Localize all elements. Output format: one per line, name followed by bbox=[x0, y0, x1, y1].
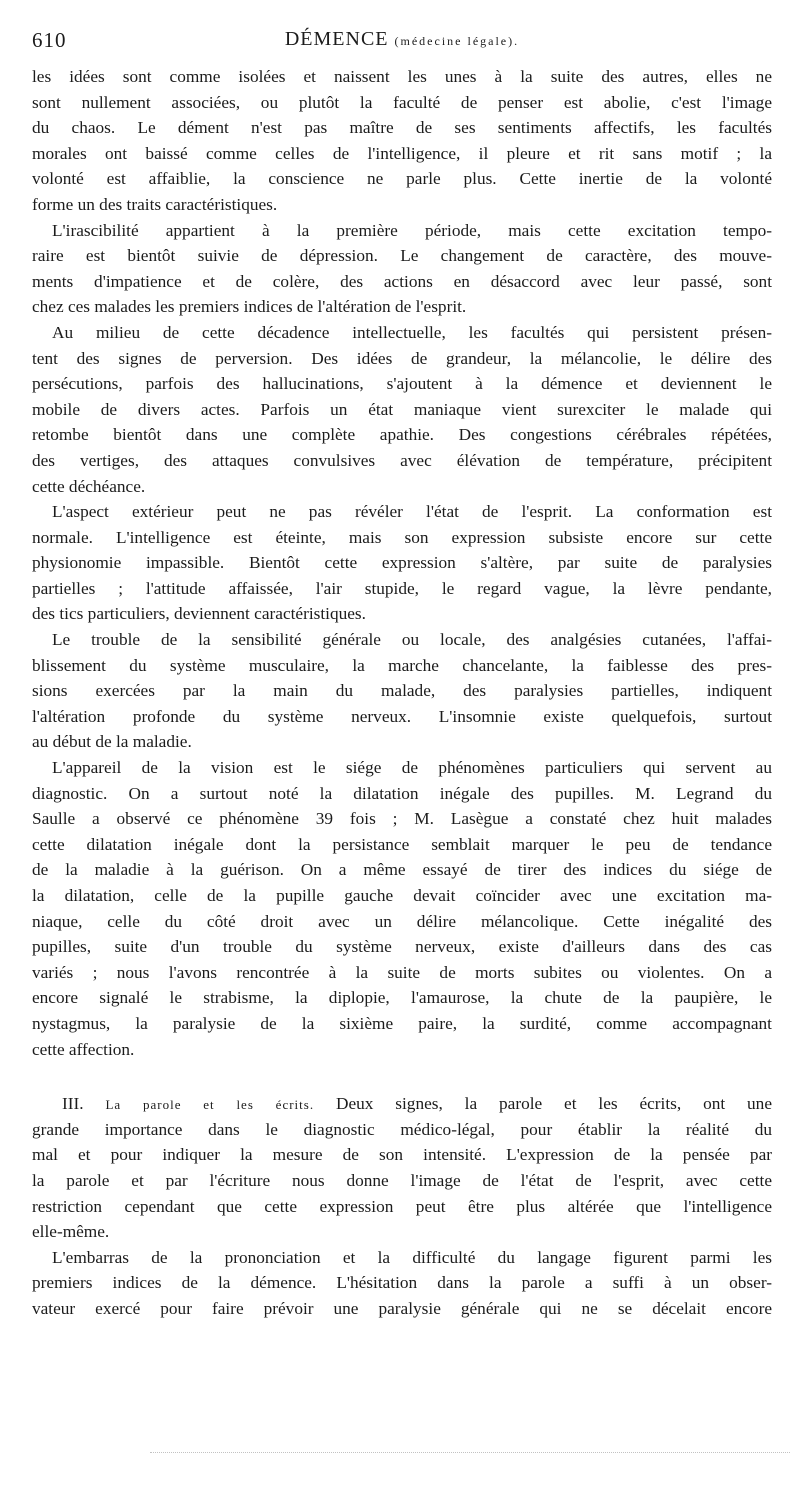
text-line: pupilles, suite d'un trouble du système nerveux, existe d'ailleurs dans des cas bbox=[32, 937, 772, 957]
paragraph bbox=[32, 755, 772, 1062]
book-page bbox=[32, 28, 772, 1322]
text-line: niaque, celle du côté droit avec un délire mélancolique. Cette inégalité des bbox=[32, 911, 772, 931]
page-number: 610 bbox=[32, 28, 67, 52]
text-line: variés ; nous l'avons rencontrée à la suite de morts subites ou violentes. On a bbox=[32, 962, 772, 982]
text-line: raire est bientôt suivie de dépression. Le changement de caractère, des mouve- bbox=[32, 246, 772, 266]
running-title-subtitle: (médecine légale). bbox=[394, 34, 520, 48]
section-heading: La parole et les écrits. bbox=[105, 1097, 315, 1113]
text-line: la parole et par l'écriture nous donne l'image de l'état de l'esprit, avec cette bbox=[32, 1170, 772, 1190]
text-line: au début de la maladie. bbox=[32, 732, 192, 752]
text-line: L'aspect extérieur peut ne pas révéler l'état de l'esprit. La conformation est bbox=[52, 502, 772, 522]
text-line: diagnostic. On a surtout noté la dilatation inégale des pupilles. M. Legrand du bbox=[32, 783, 772, 803]
text-line: l'altération profonde du système nerveux. L'insomnie existe quelquefois, surtout bbox=[32, 706, 772, 726]
text-line: L'embarras de la prononciation et la difficulté du langage figurent parmi les bbox=[52, 1247, 772, 1267]
section-first-line-text: Deux signes, la parole et les écrits, ont une bbox=[335, 1094, 772, 1114]
text-line: cette déchéance. bbox=[32, 476, 146, 496]
running-title-main: DÉMENCE bbox=[284, 28, 389, 50]
text-line: sions exercées par la main du malade, des paralysies partielles, indiquent bbox=[32, 681, 772, 701]
text-line: blissement du système musculaire, la marche chancelante, la faiblesse des pres- bbox=[32, 655, 772, 675]
text-line: Au milieu de cette décadence intellectuelle, les facultés qui persistent présen- bbox=[52, 322, 772, 342]
text-line: L'appareil de la vision est le siége de phénomènes particuliers qui servent au bbox=[52, 758, 772, 778]
paragraph bbox=[32, 320, 772, 499]
text-line: persécutions, parfois des hallucinations, s'ajoutent à la démence et deviennent le bbox=[32, 374, 772, 394]
paragraph bbox=[32, 1245, 772, 1322]
text-line: nystagmus, la paralysie de la sixième paire, la surdité, comme accompagnant bbox=[32, 1013, 772, 1033]
text-line: normale. L'intelligence est éteinte, mais son expression subsiste encore sur cette bbox=[32, 527, 772, 547]
text-line: chez ces malades les premiers indices de l'altération de l'esprit. bbox=[32, 297, 467, 317]
text-line: encore signalé le strabisme, la diplopie, l'amaurose, la chute de la paupière, le bbox=[32, 988, 772, 1008]
text-line: physionomie impassible. Bientôt cette expression s'altère, par suite de paralysies bbox=[32, 553, 772, 573]
body-text bbox=[32, 64, 772, 1322]
paragraph bbox=[32, 499, 772, 627]
paragraph bbox=[32, 64, 772, 218]
paragraph bbox=[32, 218, 772, 320]
text-line: retombe bientôt dans une complète apathie. Des congestions cérébrales répétées, bbox=[32, 425, 772, 445]
text-line: cette affection. bbox=[32, 1039, 135, 1059]
scan-artifact-line bbox=[150, 1452, 790, 1455]
text-line: ments d'impatience et de colère, des actions en désaccord avec leur passé, sont bbox=[32, 271, 772, 291]
text-line: cette dilatation inégale dont la persistance semblait marquer le peu de tendance bbox=[32, 834, 772, 854]
text-line: des tics particuliers, deviennent caractéristiques. bbox=[32, 604, 366, 624]
text-line: Le trouble de la sensibilité générale ou locale, des analgésies cutanées, l'affai- bbox=[52, 630, 772, 650]
text-line: partielles ; l'attitude affaissée, l'air stupide, le regard vague, la lèvre pendante, bbox=[32, 578, 772, 598]
text-line: tent des signes de perversion. Des idées de grandeur, la mélancolie, le délire des bbox=[32, 348, 772, 368]
text-line: Saulle a observé ce phénomène 39 fois ; M. Lasègue a constaté chez huit malades bbox=[32, 809, 772, 829]
text-line: elle-même. bbox=[32, 1222, 110, 1242]
section-spacer bbox=[32, 1062, 772, 1091]
text-line: la dilatation, celle de la pupille gauche devait coïncider avec une excitation ma- bbox=[32, 886, 772, 905]
text-line: forme un des traits caractéristiques. bbox=[32, 194, 278, 214]
text-line: mobile de divers actes. Parfois un état maniaque vient surexciter le malade qui bbox=[32, 399, 772, 419]
paragraph bbox=[32, 627, 772, 755]
text-line: L'irascibilité appartient à la première période, mais cette excitation tempo- bbox=[52, 220, 772, 240]
text-line: de la maladie à la guérison. On a même essayé de tirer des indices du siége de bbox=[32, 860, 772, 880]
text-line: des vertiges, des attaques convulsives avec élévation de température, précipitent bbox=[32, 450, 772, 470]
text-line: premiers indices de la démence. L'hésitation dans la parole a suffi à un obser- bbox=[32, 1273, 772, 1293]
text-line: les idées sont comme isolées et naissent les unes à la suite des autres, elles ne bbox=[32, 67, 772, 86]
running-title bbox=[32, 28, 772, 51]
section-first-line bbox=[32, 1091, 772, 1117]
text-line: sont nullement associées, ou plutôt la faculté de penser est abolie, c'est l'image bbox=[32, 92, 772, 112]
text-line: grande importance dans le diagnostic médico-légal, pour établir la réalité du bbox=[32, 1119, 772, 1139]
text-line: restriction cependant que cette expression peut être plus altérée que l'intelligence bbox=[32, 1196, 772, 1216]
text-line: volonté est affaiblie, la conscience ne parle plus. Cette inertie de la volonté bbox=[32, 169, 772, 189]
text-line: du chaos. Le dément n'est pas maître de ses sentiments affectifs, les facultés bbox=[32, 118, 772, 138]
section-number: III. bbox=[62, 1094, 84, 1114]
text-line: mal et pour indiquer la mesure de son intensité. L'expression de la pensée par bbox=[32, 1145, 772, 1165]
running-header bbox=[32, 28, 772, 64]
section-paragraph bbox=[32, 1091, 772, 1245]
text-line: morales ont baissé comme celles de l'intelligence, il pleure et rit sans motif ; la bbox=[32, 143, 772, 163]
text-line: vateur exercé pour faire prévoir une paralysie générale qui ne se décelait encore bbox=[32, 1298, 772, 1318]
